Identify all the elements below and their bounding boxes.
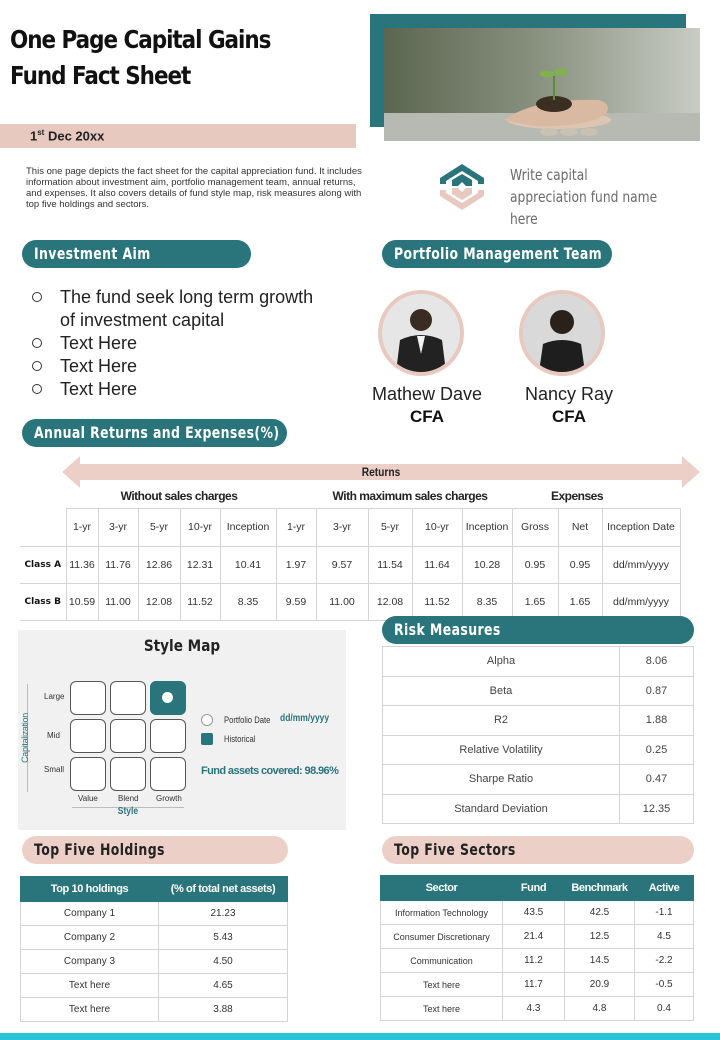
- table-cell: 1.88: [620, 706, 694, 736]
- table-cell: 43.5: [503, 901, 565, 925]
- style-box: [70, 681, 106, 715]
- portfolio-date-icon: [201, 714, 213, 726]
- table-cell: 11.52: [180, 584, 220, 621]
- column-header: (% of total net assets): [159, 877, 288, 902]
- holdings-table: [20, 876, 288, 1022]
- column-header: Top 10 holdings: [21, 877, 159, 902]
- row-label: Class A: [20, 547, 66, 584]
- table-cell: 11.2: [503, 949, 565, 973]
- table-cell: 12.5: [565, 925, 635, 949]
- avatar: [378, 290, 464, 376]
- table-cell: 12.08: [368, 584, 412, 621]
- table-cell: Information Technology: [381, 901, 503, 925]
- row-label: Large: [44, 692, 65, 701]
- fund-name-placeholder: Write capital appreciation fund name here: [510, 166, 658, 228]
- risk-measures-heading: Risk Measures: [382, 616, 694, 644]
- column-header: Benchmark: [565, 876, 635, 901]
- table-row: [381, 925, 694, 949]
- fund-logo-icon: [436, 158, 488, 214]
- table-cell: -0.5: [635, 973, 694, 997]
- page-title: One Page Capital Gains Fund Fact Sheet: [10, 25, 271, 90]
- legend-date-value: dd/mm/yyyy: [280, 713, 330, 724]
- bullet-icon: [32, 338, 42, 348]
- table-cell: 42.5: [565, 901, 635, 925]
- table-row: [383, 794, 694, 824]
- bullet-icon: [32, 384, 42, 394]
- table-cell: 11.00: [316, 584, 368, 621]
- table-cell: 4.5: [635, 925, 694, 949]
- table-cell: 10.41: [220, 547, 276, 584]
- table-cell: 12.35: [620, 794, 694, 824]
- table-cell: 0.25: [620, 735, 694, 765]
- avatar: [519, 290, 605, 376]
- table-cell: 8.35: [462, 584, 512, 621]
- col-label: Growth: [156, 794, 182, 803]
- table-cell: 0.95: [512, 547, 558, 584]
- table-cell: -2.2: [635, 949, 694, 973]
- table-cell: Text here: [381, 997, 503, 1021]
- hero-image: [384, 28, 700, 141]
- table-cell: 4.50: [159, 950, 288, 974]
- style-map-title: Style Map: [143, 636, 221, 655]
- table-row: [383, 765, 694, 795]
- column-header: 3-yr: [98, 509, 138, 547]
- table-cell: 11.52: [412, 584, 462, 621]
- table-cell: 3.88: [159, 998, 288, 1022]
- date-bar: [0, 124, 356, 148]
- table-row: [21, 926, 288, 950]
- column-header: Inception: [220, 509, 276, 547]
- table-cell: 12.08: [138, 584, 180, 621]
- list-item: Text Here: [30, 378, 330, 401]
- y-axis-label: Capitalization: [20, 713, 30, 763]
- assets-covered: Fund assets covered: 98.96%: [201, 765, 339, 777]
- column-header: Inception Date: [602, 509, 680, 547]
- member-title: CFA: [552, 407, 586, 426]
- table-cell: 11.7: [503, 973, 565, 997]
- team-heading: Portfolio Management Team: [382, 240, 612, 268]
- table-cell: 11.00: [98, 584, 138, 621]
- table-row: [20, 547, 680, 584]
- table-cell: 11.64: [412, 547, 462, 584]
- table-cell: 8.35: [220, 584, 276, 621]
- table-row: [21, 902, 288, 926]
- column-header: Net: [558, 509, 602, 547]
- risk-measures-table: [382, 646, 694, 824]
- table-cell: 21.4: [503, 925, 565, 949]
- column-header: 5-yr: [138, 509, 180, 547]
- table-row: [20, 584, 680, 621]
- column-header: 5-yr: [368, 509, 412, 547]
- table-cell: 12.31: [180, 547, 220, 584]
- style-box-active: [150, 681, 186, 715]
- table-cell: 14.5: [565, 949, 635, 973]
- group-label: With maximum sales charges: [332, 489, 488, 503]
- column-header: 10-yr: [412, 509, 462, 547]
- table-row: [381, 901, 694, 925]
- table-row: [21, 950, 288, 974]
- table-cell: 21.23: [159, 902, 288, 926]
- table-cell: Standard Deviation: [383, 794, 620, 824]
- table-cell: 10.59: [66, 584, 98, 621]
- sectors-table: [380, 875, 694, 1021]
- table-row: [381, 949, 694, 973]
- table-cell: 9.59: [276, 584, 316, 621]
- column-header: 3-yr: [316, 509, 368, 547]
- style-box: [110, 719, 146, 753]
- column-header: Inception: [462, 509, 512, 547]
- table-row: [383, 647, 694, 677]
- table-row: [383, 676, 694, 706]
- holdings-heading: Top Five Holdings: [22, 836, 288, 864]
- column-header: 10-yr: [180, 509, 220, 547]
- group-label: Without sales charges: [120, 489, 238, 503]
- returns-banner-label: Returns: [361, 465, 401, 479]
- table-cell: 4.8: [565, 997, 635, 1021]
- table-cell: Company 1: [21, 902, 159, 926]
- sectors-heading: Top Five Sectors: [382, 836, 694, 864]
- table-cell: dd/mm/yyyy: [602, 584, 680, 621]
- table-cell: Company 2: [21, 926, 159, 950]
- table-cell: Sharpe Ratio: [383, 765, 620, 795]
- investment-aim-heading: Investment Aim: [22, 240, 251, 268]
- table-cell: 1.65: [512, 584, 558, 621]
- list-item: Text Here: [30, 332, 330, 355]
- table-cell: R2: [383, 706, 620, 736]
- table-cell: 11.76: [98, 547, 138, 584]
- column-header: 1-yr: [276, 509, 316, 547]
- table-cell: 0.4: [635, 997, 694, 1021]
- table-row: [21, 998, 288, 1022]
- table-cell: 10.28: [462, 547, 512, 584]
- table-cell: -1.1: [635, 901, 694, 925]
- table-cell: 0.47: [620, 765, 694, 795]
- legend-historical: Historical: [224, 734, 256, 744]
- table-cell: Alpha: [383, 647, 620, 677]
- table-cell: Consumer Discretionary: [381, 925, 503, 949]
- style-box: [70, 719, 106, 753]
- list-item: Text Here: [30, 355, 330, 378]
- column-header: Sector: [381, 876, 503, 901]
- row-label: Mid: [47, 731, 60, 740]
- bullet-icon: [32, 361, 42, 371]
- table-cell: 0.87: [620, 676, 694, 706]
- returns-heading: Annual Returns and Expenses(%): [22, 419, 287, 447]
- table-cell: Text here: [21, 998, 159, 1022]
- table-row: [383, 735, 694, 765]
- member-name: Nancy Ray: [524, 384, 614, 404]
- table-cell: 11.36: [66, 547, 98, 584]
- footer-bar: [0, 1033, 720, 1040]
- row-label: Small: [44, 765, 65, 774]
- group-label: Expenses: [550, 489, 604, 503]
- member-title: CFA: [410, 407, 444, 426]
- returns-table: [20, 508, 681, 621]
- intro-text: This one page depicts the fact sheet for the capital appreciation fund. It includes information about investment aim, portfolio management team, annual returns, and expenses. It also covers details of fund style map, risk measures along with top five holdings and sectors.: [26, 166, 362, 210]
- style-box: [110, 681, 146, 715]
- legend-portfolio-date: Portfolio Date: [224, 715, 271, 725]
- col-label: Blend: [118, 794, 139, 803]
- table-cell: 4.3: [503, 997, 565, 1021]
- table-cell: 1.65: [558, 584, 602, 621]
- table-cell: Company 3: [21, 950, 159, 974]
- x-axis-label: Style: [117, 806, 139, 817]
- table-cell: 11.54: [368, 547, 412, 584]
- style-box: [70, 757, 106, 791]
- column-header: Fund: [503, 876, 565, 901]
- date-text: 1st Dec 20xx: [30, 128, 105, 144]
- table-cell: 12.86: [138, 547, 180, 584]
- table-cell: Relative Volatility: [383, 735, 620, 765]
- table-cell: Beta: [383, 676, 620, 706]
- row-label: Class B: [20, 584, 66, 621]
- table-row: [381, 973, 694, 997]
- member-name: Mathew Dave: [371, 384, 483, 404]
- column-header: Gross: [512, 509, 558, 547]
- column-header: Active: [635, 876, 694, 901]
- table-cell: 1.97: [276, 547, 316, 584]
- column-header: 1-yr: [66, 509, 98, 547]
- table-cell: 5.43: [159, 926, 288, 950]
- table-row: [21, 974, 288, 998]
- style-box: [150, 757, 186, 791]
- historical-icon: [201, 733, 213, 745]
- style-box: [150, 719, 186, 753]
- table-cell: Text here: [21, 974, 159, 998]
- bullet-icon: [32, 292, 42, 302]
- table-cell: 4.65: [159, 974, 288, 998]
- table-cell: 8.06: [620, 647, 694, 677]
- table-cell: Communication: [381, 949, 503, 973]
- table-cell: 9.57: [316, 547, 368, 584]
- table-cell: 20.9: [565, 973, 635, 997]
- investment-aim-list: [30, 286, 330, 401]
- table-row: [383, 706, 694, 736]
- list-item: The fund seek long term growth of investment capital: [30, 286, 330, 332]
- style-box: [110, 757, 146, 791]
- col-label: Value: [78, 794, 98, 803]
- table-cell: dd/mm/yyyy: [602, 547, 680, 584]
- table-cell: Text here: [381, 973, 503, 997]
- table-row: [381, 997, 694, 1021]
- table-cell: 0.95: [558, 547, 602, 584]
